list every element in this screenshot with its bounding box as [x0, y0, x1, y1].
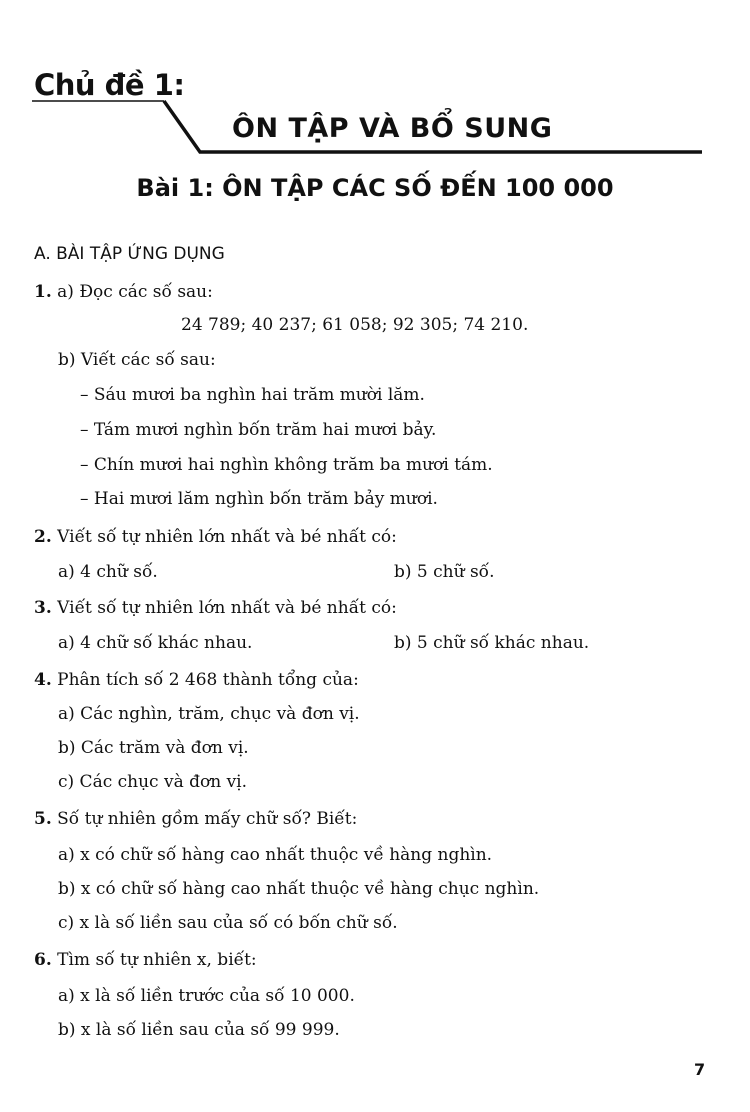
- exercise-5: [34, 809, 357, 829]
- page-number: 7: [694, 1060, 706, 1079]
- exercise-1-part-a: a) Đọc các số sau:: [57, 282, 213, 302]
- exercise-2: [34, 527, 397, 547]
- exercise-4-part-b: b) Các trăm và đơn vị.: [58, 738, 249, 758]
- exercise-2-text: Viết số tự nhiên lớn nhất và bé nhất có:: [57, 527, 397, 547]
- exercise-6-text: Tìm số tự nhiên x, biết:: [57, 950, 257, 970]
- exercise-5-part-a: a) x có chữ số hàng cao nhất thuộc về hàng nghìn.: [58, 845, 493, 865]
- lesson-title: Bài 1: ÔN TẬP CÁC SỐ ĐẾN 100 000: [136, 174, 614, 202]
- exercise-number: 1.: [34, 282, 52, 302]
- topic-label: Chủ đề 1:: [34, 68, 185, 102]
- exercise-5-part-c: c) x là số liền sau của số có bốn chữ số.: [58, 913, 398, 933]
- exercise-3-part-b: b) 5 chữ số khác nhau.: [394, 633, 590, 653]
- exercise-5-text: Số tự nhiên gồm mấy chữ số? Biết:: [57, 809, 358, 829]
- exercise-3-part-a: a) 4 chữ số khác nhau.: [58, 633, 253, 653]
- exercise-1-part-b: b) Viết các số sau:: [58, 350, 216, 370]
- numbers-to-read: 24 789; 40 237; 61 058; 92 305; 74 210.: [181, 315, 529, 335]
- header-rule: [0, 0, 750, 170]
- exercise-4: [34, 670, 359, 690]
- list-item: – Sáu mươi ba nghìn hai trăm mười lăm.: [80, 385, 425, 405]
- exercise-number: 5.: [34, 809, 52, 829]
- exercise-4-part-c: c) Các chục và đơn vị.: [58, 772, 248, 792]
- exercise-6-part-a: a) x là số liền trước của số 10 000.: [58, 986, 355, 1006]
- exercise-6: [34, 950, 257, 970]
- exercise-number: 3.: [34, 598, 52, 618]
- exercise-6-part-b: b) x là số liền sau của số 99 999.: [58, 1020, 340, 1040]
- exercise-2-part-b: b) 5 chữ số.: [394, 562, 495, 582]
- exercise-4-part-a: a) Các nghìn, trăm, chục và đơn vị.: [58, 704, 360, 724]
- exercise-4-text: Phân tích số 2 468 thành tổng của:: [57, 670, 359, 690]
- exercise-number: 6.: [34, 950, 52, 970]
- exercise-2-part-a: a) 4 chữ số.: [58, 562, 158, 582]
- exercise-3-text: Viết số tự nhiên lớn nhất và bé nhất có:: [57, 598, 397, 618]
- list-item: – Chín mươi hai nghìn không trăm ba mươi tám.: [80, 455, 493, 475]
- section-title: A. BÀI TẬP ỨNG DỤNG: [34, 244, 225, 264]
- exercise-number: 2.: [34, 527, 52, 547]
- exercise-5-part-b: b) x có chữ số hàng cao nhất thuộc về hàng chục nghìn.: [58, 879, 540, 899]
- list-item: – Tám mươi nghìn bốn trăm hai mươi bảy.: [80, 420, 437, 440]
- list-item: – Hai mươi lăm nghìn bốn trăm bảy mươi.: [80, 489, 438, 509]
- exercise-1: [34, 282, 213, 302]
- topic-title: ÔN TẬP VÀ BỔ SUNG: [232, 113, 553, 144]
- exercise-number: 4.: [34, 670, 52, 690]
- exercise-3: [34, 598, 397, 618]
